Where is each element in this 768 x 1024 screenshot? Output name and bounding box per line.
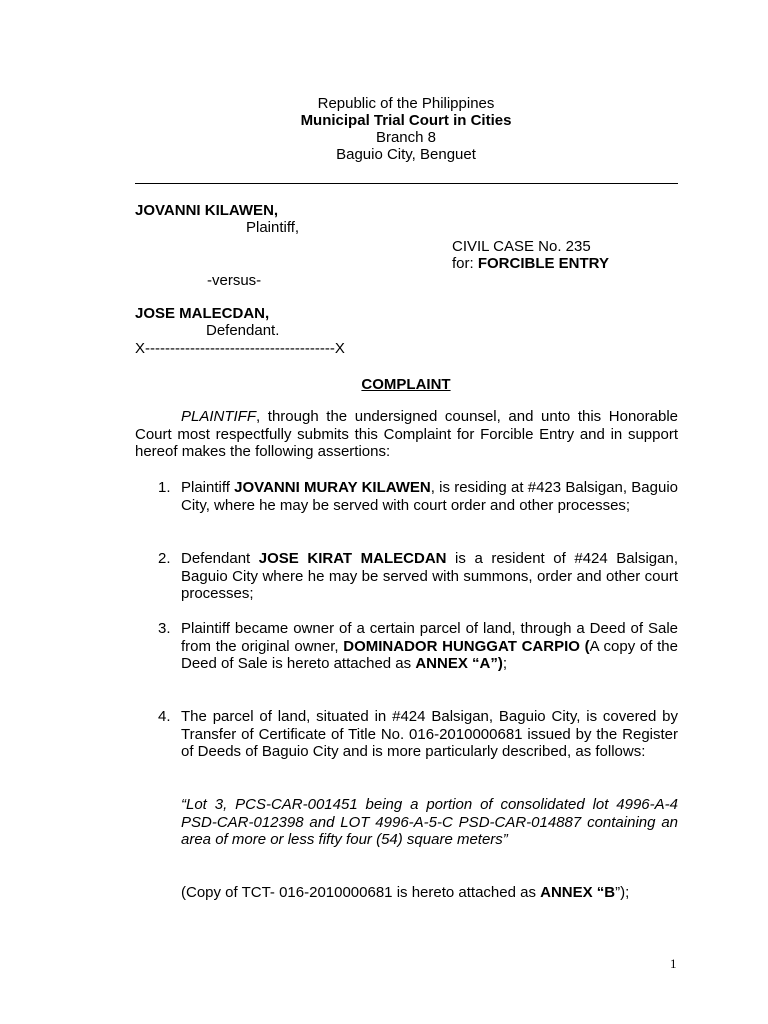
annex-note-bold: ANNEX “B bbox=[540, 884, 616, 901]
defendant-name: JOSE MALECDAN, bbox=[135, 305, 270, 322]
document-title-text: COMPLAINT bbox=[361, 376, 451, 393]
list-item bbox=[158, 708, 678, 761]
annex-b-note bbox=[181, 884, 678, 902]
item-bold: ANNEX “A”) bbox=[415, 655, 503, 672]
list-item bbox=[158, 479, 678, 514]
intro-lead: PLAINTIFF bbox=[181, 408, 257, 425]
item-body bbox=[181, 479, 678, 514]
document-title bbox=[0, 376, 768, 393]
annex-note-text: (Copy of TCT- 016-2010000681 is hereto attached as bbox=[181, 884, 541, 901]
case-nature bbox=[452, 255, 609, 272]
intro-text: , through the undersigned counsel, and unto this Honorable Court most respectfully submits this Complaint for Forcible Entry and in support hereof makes the following assertions: bbox=[135, 408, 678, 460]
item-bold: JOSE KIRAT MALECDAN bbox=[258, 550, 447, 567]
item-text: The parcel of land, situated in #424 Balsigan, Baguio City, is covered by Transfer of Certificate of Title No. 016-2010000681 issued by the Register of Deeds of Baguio City and is more particularly described, as follows: bbox=[181, 708, 678, 760]
case-nature-value: FORCIBLE ENTRY bbox=[477, 255, 609, 272]
plaintiff-name: JOVANNI KILAWEN, bbox=[135, 202, 279, 219]
item-number: 1. bbox=[158, 479, 171, 496]
item-body bbox=[181, 550, 678, 603]
item-text: Plaintiff became owner of a certain parcel of land, through a Deed of Sale from the original owner, bbox=[181, 620, 678, 655]
case-number: CIVIL CASE No. 235 bbox=[452, 238, 591, 255]
caption-separator: X--------------------------------------X bbox=[135, 340, 345, 357]
case-nature-label: for: bbox=[452, 255, 478, 272]
item-text: , is residing at #423 Balsigan, Baguio City, where he may be served with court order and other processes; bbox=[181, 479, 678, 514]
item-text: A copy of the Deed of Sale is hereto attached as bbox=[181, 637, 678, 672]
item-body bbox=[181, 620, 678, 673]
annex-note-text: ”); bbox=[615, 884, 630, 901]
versus: -versus- bbox=[207, 272, 262, 289]
item-number: 2. bbox=[158, 550, 171, 567]
header-divider bbox=[135, 183, 678, 184]
plaintiff-role: Plaintiff, bbox=[246, 219, 300, 236]
item-text: Defendant bbox=[181, 550, 259, 567]
item-bold: JOVANNI MURAY KILAWEN bbox=[234, 479, 431, 496]
page-number: 1 bbox=[670, 956, 677, 971]
item-bold: DOMINADOR HUNGGAT CARPIO ( bbox=[343, 637, 590, 655]
item-number: 4. bbox=[158, 708, 171, 725]
header-branch: Branch 8 bbox=[375, 129, 437, 146]
item-text: is a resident of #424 Balsigan, Baguio City where he may be served with summons, order and other court processes; bbox=[181, 550, 678, 602]
item-text: ; bbox=[502, 655, 508, 672]
header-court: Municipal Trial Court in Cities bbox=[300, 112, 512, 129]
list-item bbox=[158, 620, 678, 673]
header-location: Baguio City, Benguet bbox=[336, 146, 476, 163]
lot-description-quote: “Lot 3, PCS-CAR-001451 being a portion of consolidated lot 4996-A-4 PSD-CAR-012398 and LOT 4996-A-5-C PSD-CAR-014887 containing an area of more or less fifty four (54) square meters” bbox=[181, 796, 678, 848]
defendant-role: Defendant. bbox=[206, 322, 280, 339]
intro-paragraph bbox=[135, 408, 678, 461]
header-republic: Republic of the Philippines bbox=[317, 95, 495, 112]
item-text: Plaintiff bbox=[181, 479, 235, 496]
list-item bbox=[158, 550, 678, 603]
item-body bbox=[181, 708, 678, 761]
item-number: 3. bbox=[158, 620, 171, 637]
